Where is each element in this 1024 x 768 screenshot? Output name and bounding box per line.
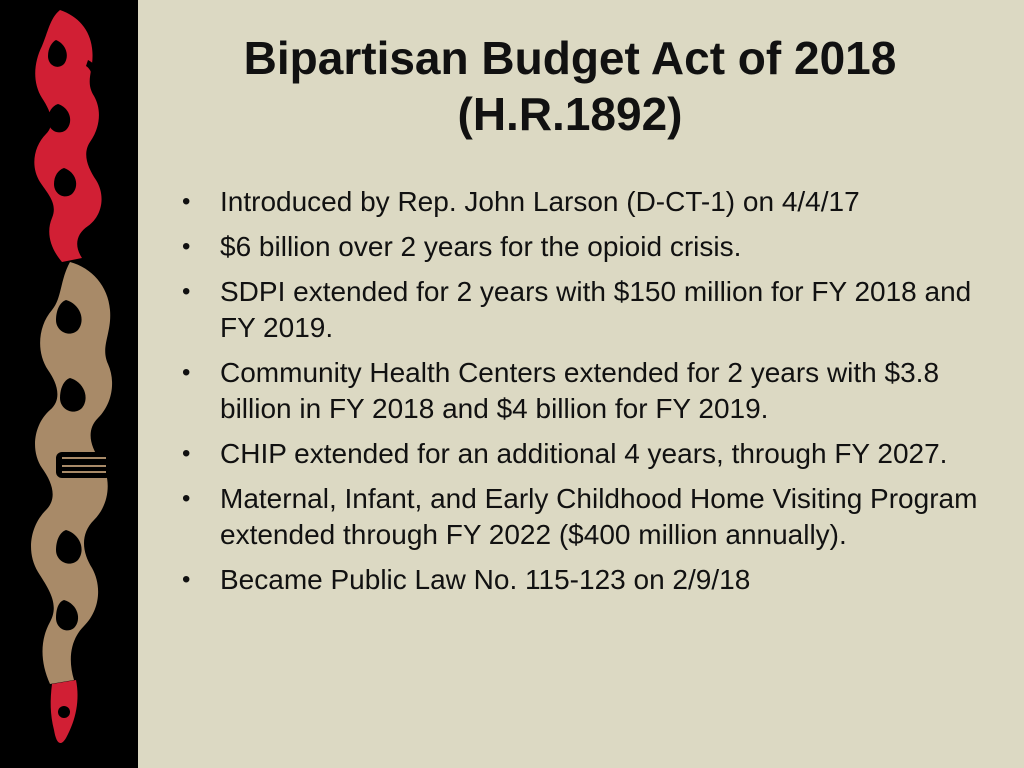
- bullet-item: [180, 562, 980, 598]
- bullet-marker: •: [182, 233, 191, 260]
- bullet-text: SDPI extended for 2 years with $150 million for FY 2018 and FY 2019.: [220, 276, 972, 343]
- bullet-item: [180, 355, 980, 427]
- bullet-marker: •: [182, 440, 191, 467]
- bullet-text: Community Health Centers extended for 2 years with $3.8 billion in FY 2018 and $4 billion for FY 2019.: [220, 357, 940, 424]
- formline-art-icon: [0, 0, 138, 768]
- bullet-item: [180, 229, 980, 265]
- slide-title: [160, 30, 980, 142]
- title-line-1: Bipartisan Budget Act of 2018: [243, 32, 897, 84]
- bullet-text: CHIP extended for an additional 4 years, through FY 2027.: [220, 438, 948, 469]
- bullet-text: Became Public Law No. 115-123 on 2/9/18: [220, 564, 751, 595]
- bullet-item: [180, 436, 980, 472]
- bullet-item: [180, 274, 980, 346]
- native-art-strip: [0, 0, 138, 768]
- bullet-marker: •: [182, 359, 191, 386]
- bullet-item: [180, 481, 980, 553]
- bullet-text: Maternal, Infant, and Early Childhood Home Visiting Program extended through FY 2022 ($400 million annually).: [220, 483, 978, 550]
- bullet-marker: •: [182, 278, 191, 305]
- title-line-2: (H.R.1892): [457, 88, 683, 140]
- bullet-item: [180, 184, 980, 220]
- bullet-marker: •: [182, 188, 191, 215]
- bullet-text: Introduced by Rep. John Larson (D-CT-1) on 4/4/17: [220, 186, 860, 217]
- bullet-text: $6 billion over 2 years for the opioid crisis.: [220, 231, 742, 262]
- bullet-list: [180, 184, 980, 607]
- bullet-marker: •: [182, 485, 191, 512]
- bullet-marker: •: [182, 566, 191, 593]
